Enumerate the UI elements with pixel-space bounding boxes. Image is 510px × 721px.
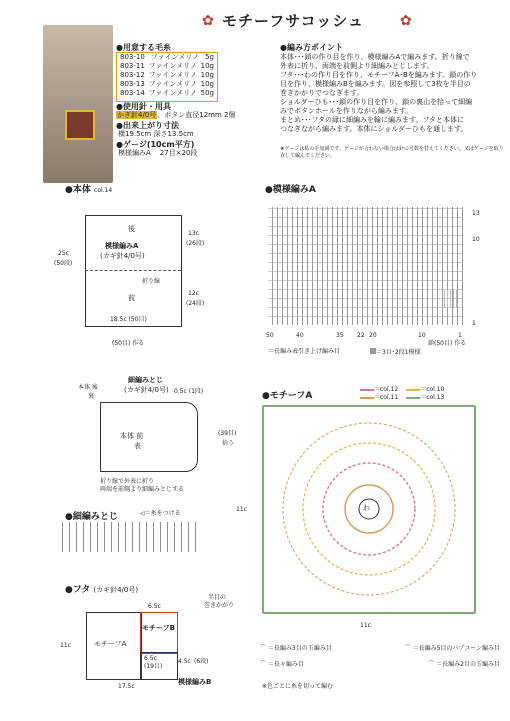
color-swatch: ＝col.12 (360, 386, 398, 394)
legend-item: ⌒ ＝長編み2目の玉編み目 (428, 661, 500, 668)
method-line: みでボタンホールを作りながら編みます。 (280, 107, 413, 115)
col-label: 35 (336, 332, 344, 339)
legend-row (260, 645, 500, 653)
legend-row (260, 661, 500, 669)
color-row (360, 386, 500, 394)
row-label: 10 (472, 236, 480, 243)
method-line: つなぎながら編みます。本体にショルダーひもを通します。 (280, 125, 468, 133)
body-height-total-rows: (50段) (54, 260, 73, 267)
method-line: まとめ･･･フタの縁に細編みを輪に編みます。フタと本体に (280, 116, 464, 124)
lid-motif-b-box (140, 612, 178, 654)
tools-text: かぎ針4/0号、ボタン直径12mm 2個 (117, 111, 236, 119)
assembly-diagram (100, 402, 198, 472)
body-upper: 13c (188, 230, 199, 237)
col-label: 1 (458, 332, 462, 339)
yarn-row: 803-14 ファインメリノ 50g (120, 89, 214, 97)
assembly-note-2: 両端を前側より細編みとじする (100, 486, 185, 493)
body-bottom-label: (50目) 作る (112, 340, 145, 347)
method-note: ★ゲージは私の手加減です。ゲージが合わない場合は針の号数を替えてください。又はゲージを取り直して編んでください。 (280, 146, 504, 159)
pattern-a-repeat (444, 290, 458, 308)
assembly-back: 本体 後 (78, 384, 98, 391)
lid-w3: (19目) (144, 663, 163, 670)
lid-w1: 6.5c (148, 603, 161, 610)
assembly-body2: 表 (134, 442, 141, 450)
body-pattern-label: 模様編みA (105, 242, 139, 250)
lid-motif-b: モチーフB (142, 624, 175, 632)
col-label: 50 (266, 332, 274, 339)
footnote: ※色ごとに糸を切って編む (262, 683, 334, 690)
yarn-row: 803-13 ファインメリノ 10g (120, 80, 214, 88)
assembly-rows: (39目) (218, 430, 237, 437)
row-label: 1 (472, 320, 476, 327)
size-text: 横19.5cm 深さ13.5cm (118, 130, 194, 138)
bag-image (65, 110, 95, 140)
lid-h2: 4.5c (178, 658, 191, 665)
lid-h3: (6段) (194, 658, 209, 665)
fold-label: 折り線 (142, 278, 161, 285)
method-line: 外表に折り、両端を前側より細編みとじします。 (280, 62, 434, 70)
body-section-title: ●本体 col.14 (65, 185, 113, 195)
legend-item: ⌒ ＝長々編み目 (260, 661, 304, 668)
body-upper-rows: (26段) (186, 240, 205, 247)
pattern-a-title: ●模様編みA (265, 185, 316, 195)
pattern-legend-1: ＝長編み表引き上げ編み目 (268, 348, 341, 355)
assembly-needle: (カギ針4/0号) (124, 386, 169, 394)
stitch-legend (260, 645, 500, 669)
method-line: 巻きかがりでつなぎます。 (280, 89, 364, 97)
yarn-header: ●用意する毛糸 (116, 43, 171, 52)
assembly-title: 細編みとじ (128, 376, 163, 384)
close-title: ●細編みとじ (65, 512, 118, 522)
legend-item: ⌒ ＝長編み3目の玉編み目 (260, 645, 332, 652)
body-height-total: 25c (58, 250, 69, 257)
method-line: フタ･･･わの作り目を作り、モチーフA･Bを編みます。鎖の作り (280, 71, 478, 79)
col-label: 22 (357, 332, 365, 339)
gauge-header: ●ゲージ(10cm平方) (116, 140, 195, 149)
motif-size-h: 11c (236, 506, 247, 513)
assembly-back2: 裏 (88, 393, 95, 400)
tools-header: ●使用針・用具 (116, 102, 171, 111)
yarn-table (116, 52, 218, 102)
assembly-body: 本体 前 (120, 432, 144, 440)
method-header: ●編み方ポイント (280, 43, 343, 52)
gauge-text: 模様編みA 27目×20段 (118, 149, 198, 157)
color-swatch: ＝col.13 (406, 394, 444, 402)
motif-a-title: ●モチーフA (262, 391, 313, 401)
color-row (360, 394, 500, 402)
lid-h: 11c (60, 642, 71, 649)
assembly-note-1: 折り線で外表に折り (100, 478, 155, 485)
size-header: ●出来上がり寸法 (116, 121, 179, 130)
col-label: 10 (418, 332, 426, 339)
method-text (280, 53, 500, 134)
lid-half: 半目の (208, 594, 227, 601)
method-line: 本体･･･鎖の作り目を作り、模様編みAで編みます。折り線で (280, 53, 470, 61)
legend-item: ⌒ ＝長編み5目のパプコーン編み目 (404, 645, 500, 652)
needle-badge: かぎ針4/0号 (117, 111, 157, 119)
color-swatch: ＝col.10 (406, 386, 444, 394)
col-label: 40 (296, 332, 304, 339)
yarn-row: 803-11 ファインメリノ 10g (120, 62, 214, 70)
lid-title: ●フタ (カギ針4/0号) (65, 585, 139, 595)
yarn-row: 803-12 ファインメリノ 10g (120, 71, 214, 79)
motif-size-w: 11c (360, 622, 371, 629)
body-lower: 12c (188, 290, 199, 297)
page-title: モチーフサコッシュ (222, 12, 365, 30)
header-flower-right-icon: ✿ (400, 13, 412, 29)
lid-pattern-b: 模様編みB (178, 678, 212, 686)
pattern-start-label: 鎖(50目) 作る (428, 340, 467, 347)
fold-line (85, 270, 181, 271)
body-width-label: 18.5c (50目) (110, 316, 147, 323)
body-front-label: 前 (128, 294, 135, 302)
body-needle-label: (カギ針4/0号) (100, 252, 145, 260)
lid-half2: 巻きかがり (204, 602, 235, 609)
lid-motif-a: モチーフA (94, 640, 127, 648)
lid-total: 17.5c (118, 683, 135, 690)
method-line: ショルダーひも･･･鎖の作り目を作り、鎖の裏山を拾って細編 (280, 98, 473, 106)
col-label: 20 (369, 332, 377, 339)
assembly-rows2: 拾う (222, 440, 235, 447)
lid-w2: 6.5c (144, 655, 157, 662)
method-line: 目を作り、模様編みBを編みます。図を参照して3枚を半目の (280, 80, 471, 88)
body-back-label: 後 (128, 225, 135, 233)
pattern-legend-2: ＝3目･2段1模様 (370, 348, 420, 357)
row-label: 13 (472, 210, 480, 217)
motif-center-label: わ (363, 504, 370, 512)
close-diagram (62, 522, 197, 552)
motif-color-legend (360, 386, 500, 402)
yarn-row: 803-10 ファインメリノ 5g (120, 53, 214, 61)
body-lower-rows: (24段) (186, 300, 205, 307)
model-photo (43, 25, 113, 183)
color-swatch: ＝col.11 (360, 394, 398, 402)
close-note: ◁＝糸をつける (140, 510, 181, 517)
assembly-edge: 0.5c (1段) (174, 388, 204, 395)
pattern-a-grid (268, 207, 463, 325)
header-flower-left-icon: ✿ (202, 13, 214, 29)
